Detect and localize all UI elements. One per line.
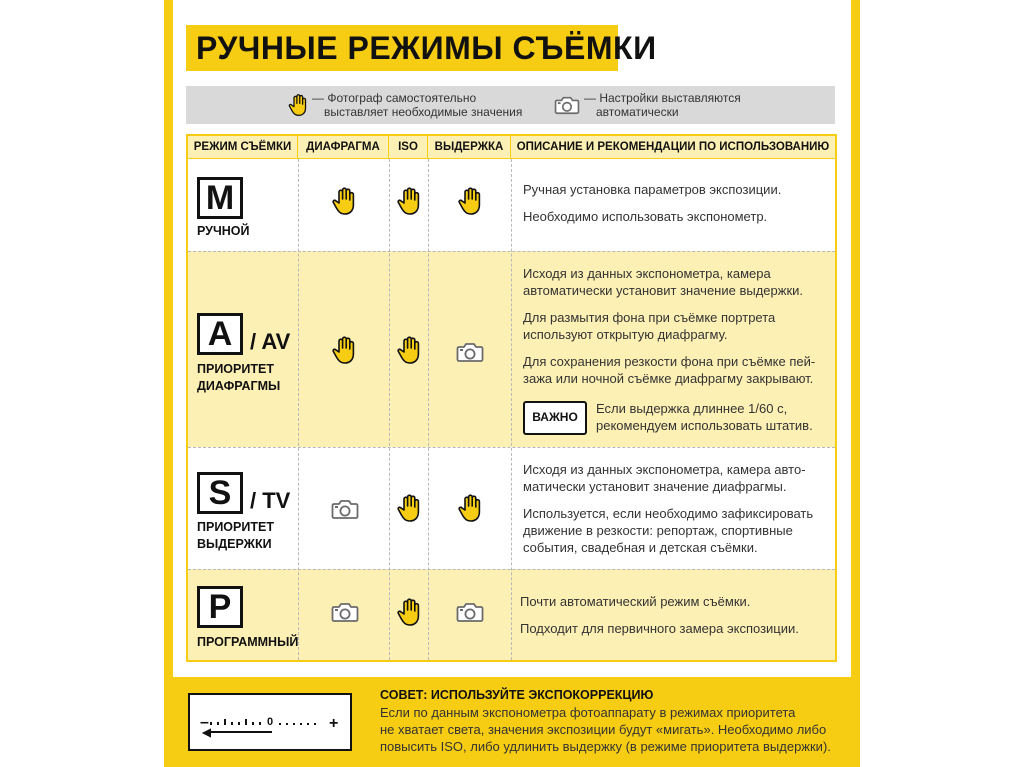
exposure-meter bbox=[188, 693, 352, 751]
header-shutter: ВЫДЕРЖКА bbox=[428, 136, 511, 159]
mode-name-aperture-priority-1: ПРИОРИТЕТ bbox=[197, 362, 274, 376]
camera-icon bbox=[456, 340, 484, 364]
desc-line: Исходя из данных экспонометра, камера авто- bbox=[523, 462, 806, 477]
mode-name-aperture-priority-2: ДИАФРАГМЫ bbox=[197, 379, 281, 393]
legend-hand-text-1: — Фотограф самостоятельно bbox=[312, 91, 477, 105]
legend-hand bbox=[288, 86, 522, 124]
tip-line: Если по данным экспонометра фотоаппарату в режимах приоритета bbox=[380, 705, 796, 720]
description-manual bbox=[523, 181, 828, 225]
camera-icon bbox=[331, 497, 359, 521]
table-header bbox=[188, 136, 835, 159]
hand-icon bbox=[458, 186, 482, 216]
legend-camera-text-1: — Настройки выставляются bbox=[584, 91, 741, 105]
hand-icon bbox=[458, 493, 482, 523]
mode-suffix-tv: / TV bbox=[250, 488, 291, 513]
description-aperture-priority bbox=[523, 265, 833, 387]
important-note bbox=[596, 400, 831, 434]
tip-line: повысить ISO, либо удлинить выдержку (в режиме приоритета выдержки). bbox=[380, 739, 831, 754]
mode-letter-s: S bbox=[197, 472, 243, 514]
column-divider bbox=[428, 159, 429, 660]
hand-icon bbox=[397, 493, 421, 523]
legend-camera-text-2: автоматически bbox=[596, 105, 679, 119]
meter-arrow bbox=[204, 730, 272, 736]
hand-icon bbox=[397, 335, 421, 365]
meter-ticks bbox=[210, 719, 316, 725]
desc-line: движение в резкости: репортаж, спортивные bbox=[523, 523, 793, 538]
important-badge: ВАЖНО bbox=[523, 401, 587, 435]
desc-line: Почти автоматический режим съёмки. bbox=[520, 594, 751, 609]
mode-name-shutter-priority-2: ВЫДЕРЖКИ bbox=[197, 537, 272, 551]
description-shutter-priority bbox=[523, 461, 833, 556]
mode-letter-a: A bbox=[197, 313, 243, 355]
column-divider bbox=[389, 159, 390, 660]
camera-icon bbox=[456, 600, 484, 624]
camera-icon bbox=[554, 94, 580, 116]
column-divider bbox=[298, 159, 299, 660]
column-divider bbox=[511, 159, 512, 660]
meter-zero: 0 bbox=[267, 716, 274, 728]
desc-line: Для сохранения резкости фона при съёмке пей- bbox=[523, 354, 816, 369]
desc-line: Необходимо использовать экспонометр. bbox=[523, 209, 768, 224]
legend bbox=[186, 86, 835, 124]
desc-line: Используется, если необходимо зафиксировать bbox=[523, 506, 814, 521]
desc-line: Если выдержка длиннее 1/60 с, bbox=[596, 401, 788, 416]
desc-line: автоматически установит значение выдержки. bbox=[523, 283, 804, 298]
hand-icon bbox=[397, 186, 421, 216]
header-iso: ISO bbox=[389, 136, 428, 159]
desc-line: используют открытую диафрагму. bbox=[523, 327, 728, 342]
hand-icon bbox=[332, 335, 356, 365]
meter-plus: + bbox=[329, 715, 339, 732]
desc-line: матически установит значение диафрагмы. bbox=[523, 479, 787, 494]
header-mode: РЕЖИМ СЪЁМКИ bbox=[188, 136, 298, 159]
description-program bbox=[520, 593, 830, 637]
camera-icon bbox=[331, 600, 359, 624]
mode-suffix-av: / AV bbox=[250, 329, 291, 354]
hand-icon bbox=[397, 597, 421, 627]
legend-hand-text-2: выставляет необходимые значения bbox=[324, 105, 523, 119]
mode-letter-m: M bbox=[197, 177, 243, 219]
hand-icon bbox=[332, 186, 356, 216]
mode-name-program: ПРОГРАММНЫЙ bbox=[197, 635, 299, 649]
page-title: РУЧНЫЕ РЕЖИМЫ СЪЁМКИ bbox=[186, 25, 618, 71]
desc-line: зажа или ночной съёмке диафрагму закрывают. bbox=[523, 371, 814, 386]
desc-line: рекомендуем использовать штатив. bbox=[596, 418, 813, 433]
exposure-scale bbox=[190, 695, 350, 749]
mode-name-shutter-priority-1: ПРИОРИТЕТ bbox=[197, 520, 274, 534]
tip-line: не хватает света, значения экспозиции будут «мигать». Необходимо либо bbox=[380, 722, 827, 737]
header-aperture: ДИАФРАГМА bbox=[298, 136, 389, 159]
desc-line: Ручная установка параметров экспозиции. bbox=[523, 182, 782, 197]
hand-icon bbox=[288, 93, 308, 117]
header-description: ОПИСАНИЕ И РЕКОМЕНДАЦИИ ПО ИСПОЛЬЗОВАНИЮ bbox=[516, 141, 830, 153]
mode-letter-p: P bbox=[197, 586, 243, 628]
legend-camera bbox=[554, 86, 741, 124]
desc-line: Подходит для первичного замера экспозиции. bbox=[520, 621, 799, 636]
meter-minus: – bbox=[200, 714, 209, 731]
tip-title: СОВЕТ: ИСПОЛЬЗУЙТЕ ЭКСПОКОРРЕКЦИЮ bbox=[380, 688, 654, 702]
desc-line: события, свадебная и детская съёмки. bbox=[523, 540, 758, 555]
desc-line: Для размытия фона при съёмке портрета bbox=[523, 310, 776, 325]
mode-name-manual: РУЧНОЙ bbox=[197, 224, 250, 238]
desc-line: Исходя из данных экспонометра, камера bbox=[523, 266, 771, 281]
tip-text bbox=[380, 704, 850, 755]
